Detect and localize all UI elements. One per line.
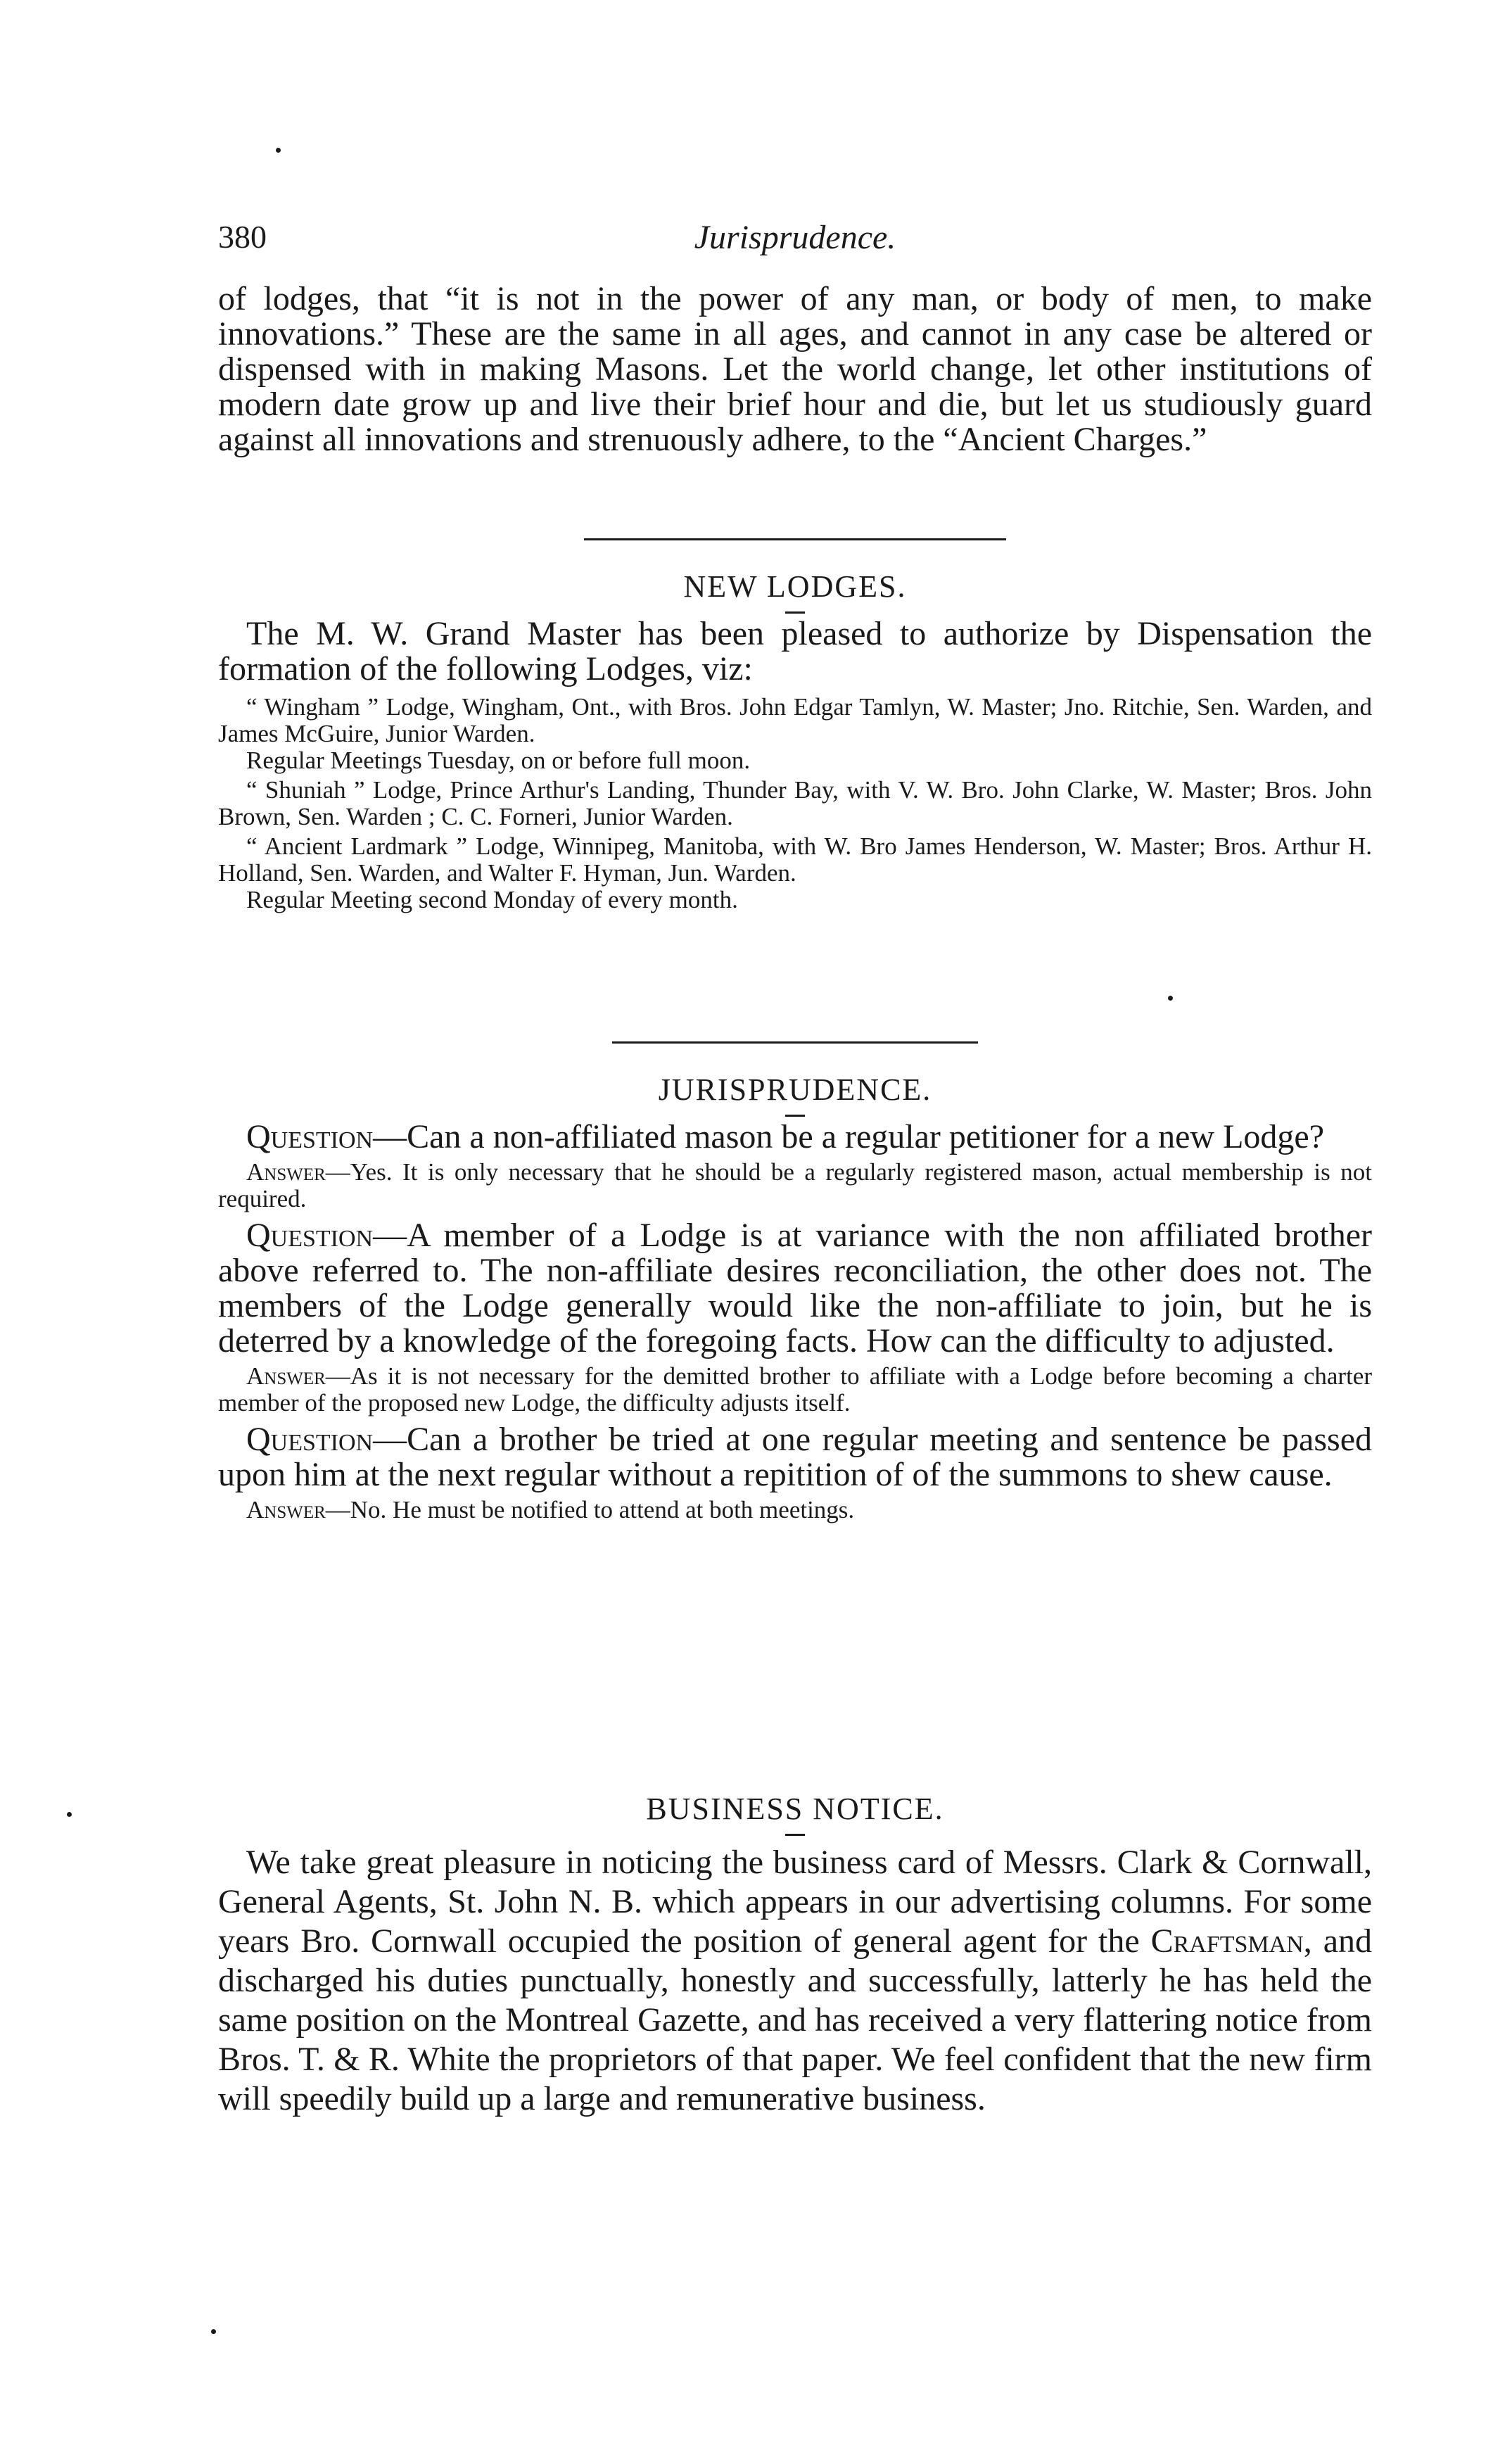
answer-text: —No. He must be notified to attend at both meetings. xyxy=(325,1496,855,1523)
question-paragraph xyxy=(218,1218,1372,1359)
jurisprudence-section xyxy=(218,1041,1372,1523)
heading-tick xyxy=(785,611,805,614)
question-text: —Can a brother be tried at one regular meeting and sentence be passed upon him at the next regular without a repitition of of the summons to shew cause. xyxy=(218,1421,1372,1493)
business-notice-heading: BUSINESS NOTICE. xyxy=(646,1792,944,1826)
question-label: Question xyxy=(246,1118,374,1155)
page-number: 380 xyxy=(218,219,267,255)
craftsman-name: Craftsman xyxy=(1150,1922,1304,1960)
stray-mark xyxy=(211,2329,216,2334)
question-paragraph xyxy=(218,1422,1372,1492)
jurisprudence-heading: JURISPRUDENCE. xyxy=(658,1072,932,1107)
lodge-meeting: Regular Meeting second Monday of every month. xyxy=(246,886,738,913)
lodge-entry: “ Shuniah ” Lodge, Prince Arthur's Landing, Thunder Bay, with V. W. Bro. John Clarke, W. Master; Bros. John Brown, Sen. Warden ; C. C. Forneri, Junior Warden. xyxy=(218,776,1372,830)
answer-paragraph xyxy=(218,1159,1372,1212)
question-text: —A member of a Lodge is at variance with the non affiliated brother above referred to. The non-affiliate desires reconciliation, the other does not. The members of the Lodge generally would like the non-affiliate to join, but he is deterred by a knowledge of the foregoing facts. How can the difficulty to adjusted. xyxy=(218,1217,1372,1359)
business-notice-paragraph xyxy=(218,1843,1372,2119)
answer-label: Answer xyxy=(246,1496,326,1523)
answer-text: —As it is not necessary for the demitted brother to affiliate with a Lodge before becoming a charter member of the proposed new Lodge, the difficulty adjusts itself. xyxy=(218,1362,1372,1416)
answer-label: Answer xyxy=(246,1362,326,1390)
lodge-entry: “ Ancient Lardmark ” Lodge, Winnipeg, Manitoba, with W. Bro James Henderson, W. Master; Bros. Arthur H. Holland, Sen. Warden, and Walter F. Hyman, Jun. Warden. xyxy=(218,832,1372,887)
lodge-meeting: Regular Meetings Tuesday, on or before full moon. xyxy=(246,747,751,774)
new-lodges-section xyxy=(218,538,1372,913)
question-text: —Can a non-affiliated mason be a regular petitioner for a new Lodge? xyxy=(373,1118,1325,1155)
stray-mark xyxy=(67,1812,72,1817)
running-head: Jurisprudence. xyxy=(694,219,896,256)
business-notice-section xyxy=(218,1791,1372,2119)
new-lodges-heading: NEW LODGES. xyxy=(683,569,907,604)
intro-section xyxy=(218,281,1372,457)
answer-paragraph xyxy=(218,1363,1372,1416)
question-label: Question xyxy=(246,1421,374,1458)
section-rule xyxy=(584,538,1006,540)
notice-text-start: We take great pleasure in noticing the business card of Messrs. Clark & Cornwall, General Agents, St. John N. B. which appears in our advertising columns. For some years Bro. Cornwall occupied the position of general agent for the xyxy=(218,1844,1372,1960)
answer-text: —Yes. It is only necessary that he should be a regularly registered mason, actual membership is not required. xyxy=(218,1158,1372,1212)
stray-mark xyxy=(1168,996,1173,1001)
question-paragraph xyxy=(218,1120,1372,1155)
lodge-entry: “ Wingham ” Lodge, Wingham, Ont., with Bros. John Edgar Tamlyn, W. Master; Jno. Ritchie, Sen. Warden, and James McGuire, Junior Warden. xyxy=(218,693,1372,747)
section-rule xyxy=(612,1041,978,1044)
page-header xyxy=(218,218,1372,267)
answer-paragraph xyxy=(218,1497,1372,1523)
question-label: Question xyxy=(246,1217,374,1254)
notice-text-end: , and discharged his duties punctually, honestly and successfully, latterly he has held the same position on the Montreal Gazette, and has received a very flattering notice from Bros. T. & R. White the proprietors of that paper. We feel confident that the new firm will speedily build up a large and remunerative business. xyxy=(218,1922,1373,2117)
heading-tick xyxy=(785,1115,805,1117)
stray-mark xyxy=(276,148,281,153)
intro-paragraph: of lodges, that “it is not in the power of any man, or body of men, to make innovations.” These are the same in all ages, and cannot in any case be altered or dispensed with in making Masons. Let the world change, let other institutions of modern date grow up and live their brief hour and die, but let us studiously guard against all innovations and strenuously adhere, to the “Ancient Charges.” xyxy=(218,280,1372,458)
new-lodges-lead: The M. W. Grand Master has been pleased to authorize by Dispensation the formation of the following Lodges, viz: xyxy=(218,615,1372,687)
answer-label: Answer xyxy=(246,1158,326,1186)
heading-tick xyxy=(785,1834,805,1836)
